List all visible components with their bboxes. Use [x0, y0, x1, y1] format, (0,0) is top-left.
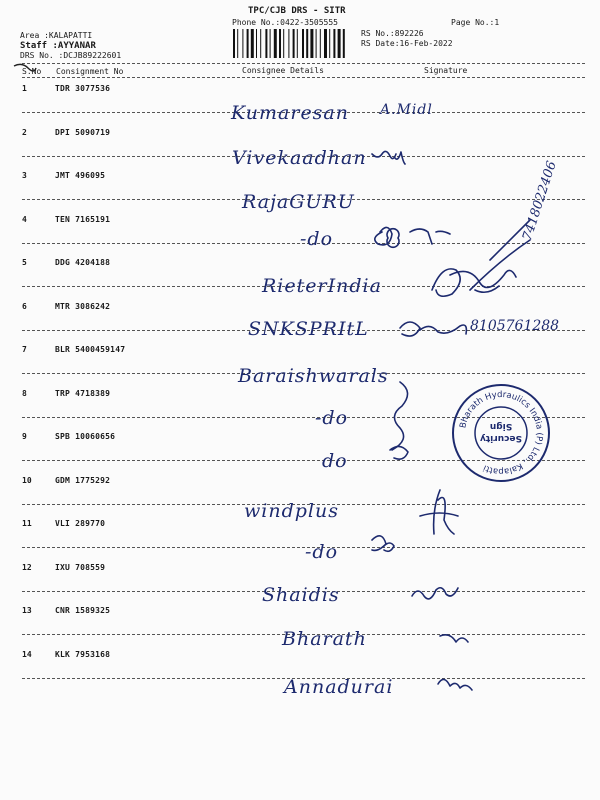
row-consignment-number: GDM 1775292	[55, 475, 111, 485]
handwritten-name-13: Bharath	[282, 628, 367, 650]
area-label: Area :KALAPATTI	[20, 31, 93, 40]
handwritten-sign-1: A.Midl	[380, 102, 433, 118]
row-consignment-number: VLI 289770	[55, 519, 106, 528]
row-consignment-number: SPB 10060656	[55, 432, 116, 441]
handwritten-name-8: -do	[315, 407, 349, 429]
signature-mark-10	[420, 490, 458, 534]
staff-label: Staff :AYYANAR	[20, 41, 96, 51]
handwritten-name-3: RajaGURU	[242, 191, 355, 213]
signature-mark-12	[412, 588, 458, 599]
company-stamp	[446, 378, 556, 488]
signature-mark-7	[392, 382, 408, 450]
row-consignment-number: TDR 3077536	[55, 84, 111, 93]
signature-mark-6	[400, 322, 466, 336]
stamp-center-line2: Sign	[489, 421, 513, 431]
handwritten-name-12: Shaidis	[262, 584, 340, 606]
drs-number: DRS No. :DCJB89222601	[20, 51, 122, 60]
row-sno: 2	[22, 127, 27, 137]
handwritten-name-11: -do	[305, 541, 339, 563]
document-title: TPC/CJB DRS - SITR	[248, 6, 346, 16]
row-consignment-number: KLK 7953168	[55, 649, 111, 659]
row-sno: 13	[22, 606, 32, 615]
signature-mark-9	[390, 446, 408, 459]
col-consignment-header: Consignment No	[56, 67, 124, 76]
row-consignment-number: IXU 708559	[55, 562, 106, 572]
handwritten-name-10: windplus	[244, 500, 339, 522]
handwritten-phone-6: 8105761288	[470, 318, 560, 334]
row-consignment-number: JMT 496095	[55, 171, 106, 180]
svg-text:Bharath Hydraulics India (P) L	[458, 390, 544, 476]
page-number: Page No.:1	[451, 18, 500, 27]
row-sno: 7	[22, 345, 27, 354]
row-sno: 9	[22, 432, 27, 441]
stamp-center-line1: Security	[479, 433, 523, 443]
col-sno-header: S.No	[22, 67, 42, 76]
row-consignment-number: MTR 3086242	[55, 301, 111, 311]
signature-mark-4	[375, 227, 450, 247]
signature-mark-11	[372, 536, 394, 552]
row-consignment-number: DPI 5090719	[55, 127, 111, 137]
row-sno: 1	[22, 84, 27, 93]
handwritten-name-14: Annadurai	[284, 676, 394, 698]
row-consignment-number: TEN 7165191	[55, 214, 111, 224]
row-sno: 8	[22, 388, 27, 398]
row-consignment-number: CNR 1589325	[55, 606, 111, 615]
stamp-outer-text: Bharath Hydraulics India (P) Ltd., Kalapatti	[458, 389, 545, 477]
signature-mark-13	[440, 635, 468, 642]
row-sno: 6	[22, 301, 27, 311]
signature-mark-5	[432, 269, 516, 296]
row-consignment-number: TRP 4718389	[55, 388, 111, 398]
phone-number: Phone No.:0422-3505555	[232, 18, 338, 27]
handwritten-name-1: Kumaresan	[231, 102, 349, 124]
handwritten-name-2: Vivekaadhan	[232, 147, 367, 169]
handwritten-vertical-phone: 7418022406	[520, 159, 560, 243]
row-sno: 10	[22, 475, 32, 485]
signature-mark-2	[372, 151, 405, 164]
handwritten-name-9: do	[322, 450, 348, 472]
row-sno: 4	[22, 214, 27, 224]
row-sno: 14	[22, 649, 32, 659]
row-consignment-number: BLR 5400459147	[55, 345, 126, 354]
signature-mark-14	[438, 679, 472, 690]
rs-date: RS Date:16-Feb-2022	[361, 39, 453, 48]
row-sno: 12	[22, 562, 32, 572]
handwritten-name-7: Baraishwarals	[238, 365, 389, 387]
scan-mark-icon	[12, 62, 38, 76]
handwritten-name-4: -do	[300, 228, 334, 250]
row-consignment-number: DDG 4204188	[55, 258, 111, 267]
handwritten-name-5: RieterIndia	[262, 275, 382, 297]
col-signature-header: Signature	[424, 66, 468, 75]
rs-number: RS No.:892226	[361, 29, 424, 38]
col-consignee-header: Consignee Details	[242, 66, 324, 75]
row-sno: 3	[22, 171, 27, 180]
row-sno: 11	[22, 519, 32, 528]
row-sno: 5	[22, 258, 27, 267]
handwritten-name-6: SNKSPRItL	[248, 318, 369, 340]
